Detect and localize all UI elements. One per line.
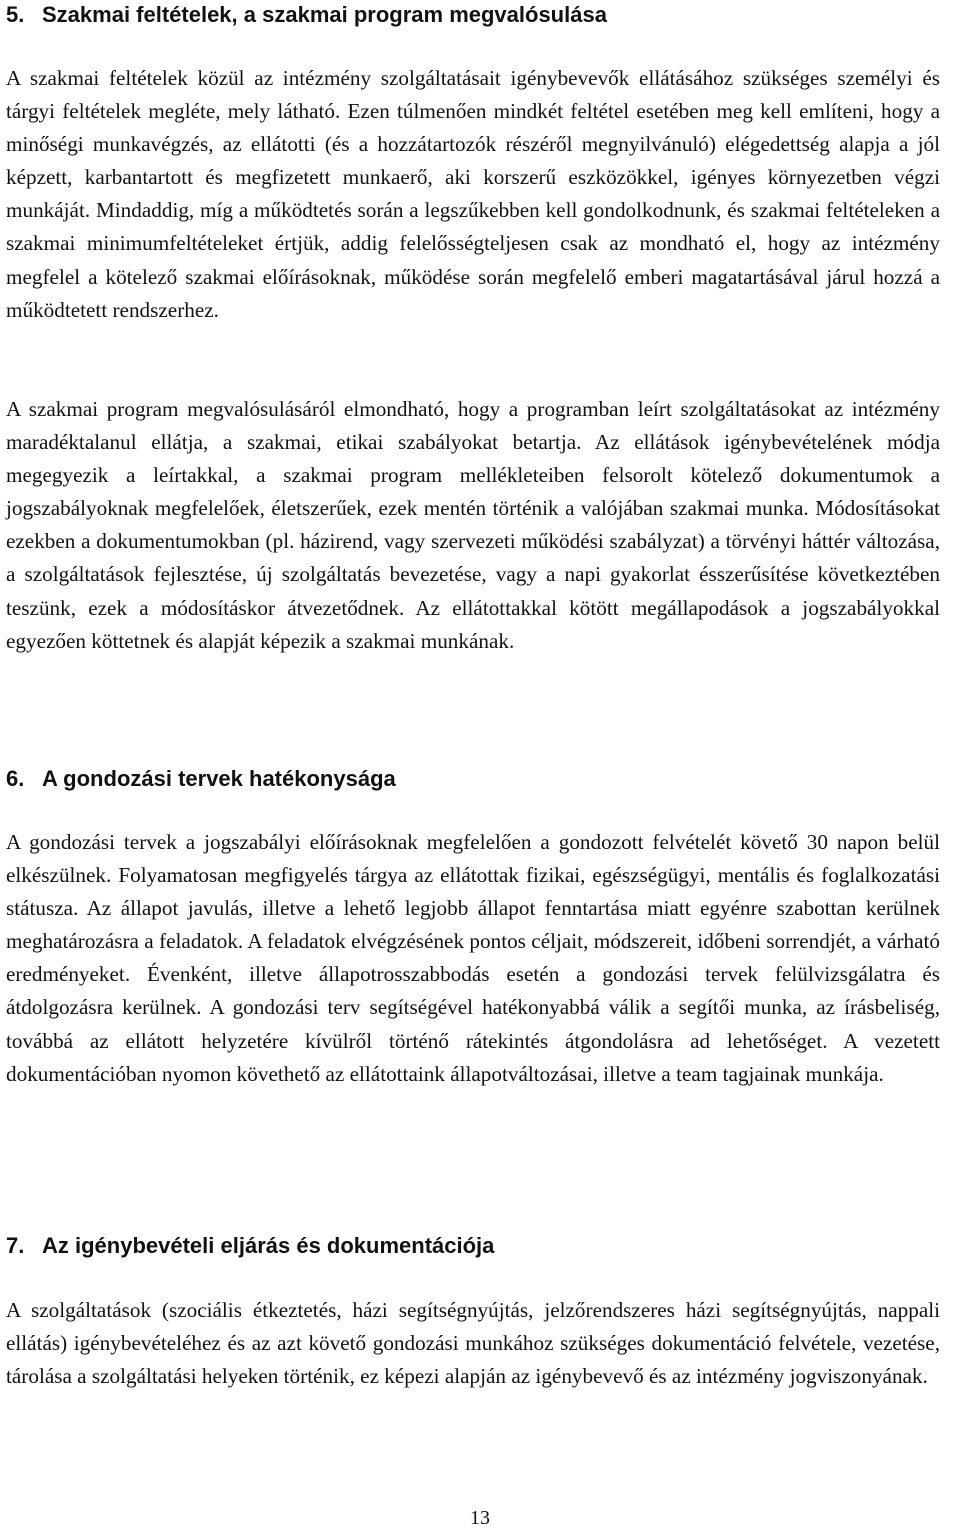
section-6-heading: [6, 764, 946, 794]
section-7-number: 7.: [6, 1233, 25, 1258]
section-5-title: Szakmai feltételek, a szakmai program megvalósulása: [42, 2, 607, 27]
page-number: 13: [470, 1507, 490, 1529]
section-5-paragraph-2: A szakmai program megvalósulásáról elmondható, hogy a programban leírt szolgáltatásokat az intézmény maradéktalanul ellátja, a szakmai, etikai szabályokat betartja. Az ellátások igénybevételének módja megegyezik a leírtakkal, a szakmai program mellékleteiben felsorolt kötelező dokumentumok a jogszabályoknak megfelelőek, életszerűek, ezek mentén történik a valójában szakmai munka. Módosításokat ezekben a dokumentumokban (pl. házirend, vagy szervezeti működési szabályzat) a törvényi háttér változása, a szolgáltatások fejlesztése, új szolgáltatás bevezetése, vagy a napi gyakorlat ésszerűsítése következtében teszünk, ezek a módosításkor átvezetődnek. Az ellátottakkal kötött megállapodások a jogszabályokkal egyezően köttetnek és alapját képezik a szakmai munkának.: [6, 397, 940, 653]
section-5-number: 5.: [6, 2, 25, 27]
section-7-title: Az igénybevételi eljárás és dokumentációja: [42, 1233, 495, 1258]
section-6-title: A gondozási tervek hatékonysága: [42, 766, 396, 791]
section-5-paragraph-1: A szakmai feltételek közül az intézmény szolgáltatásait igénybevevők ellátásához szükséges személyi és tárgyi feltételek megléte, mely látható. Ezen túlmenően mindkét feltétel esetében meg kell említeni, hogy a minőségi munkavégzés, az ellátotti (és a hozzátartozók részéről megnyilvánuló) elégedettség alapja a jól képzett, karbantartott és megfizetett munkaerő, aki korszerű eszközökkel, igényes környezetben végzi munkáját. Mindaddig, míg a működtetés során a legszűkebben kell gondolkodnunk, és szakmai feltételeken a szakmai minimumfeltételeket értjük, addig felelősségteljesen csak az mondható el, hogy az intézmény megfelel a kötelező szakmai előírásoknak, működése során megfelelő emberi magatartásával járul hozzá a működtetett rendszerhez.: [6, 66, 940, 322]
section-7-paragraph: A szolgáltatások (szociális étkeztetés, házi segítségnyújtás, jelzőrendszeres házi segítségnyújtás, nappali ellátás) igénybevételéhez és az azt követő gondozási munkához szükséges dokumentáció felvétele, vezetése, tárolása a szolgáltatási helyeken történik, ez képezi alapján az igénybevevő és az intézmény jogviszonyának.: [6, 1298, 940, 1389]
section-7-heading: [6, 1231, 946, 1261]
section-6-paragraph: A gondozási tervek a jogszabályi előírásoknak megfelelően a gondozott felvételét követő 30 napon belül elkészülnek. Folyamatosan megfigyelés tárgya az ellátottak fizikai, egészségügyi, mentális és foglalkozatási státusza. Az állapot javulás, illetve a lehető legjobb állapot fenntartása miatt egyénre szabottan kerülnek meghatározásra a feladatok. A feladatok elvégzésének pontos céljait, módszereit, időbeni sorrendjét, a várható eredményeket. Évenként, illetve állapotrosszabbodás esetén a gondozási tervek felülvizsgálatra és átdolgozásra kerülnek. A gondozási terv segítségével hatékonyabbá válik a segítői munka, az írásbeliség, továbbá az ellátott helyzetére kívülről történő rátekintés átgondolásra ad lehetőséget. A vezetett dokumentációban nyomon követhető az ellátottaink állapotváltozásai, illetve a team tagjainak munkája.: [6, 830, 940, 1086]
section-5-heading: [6, 0, 946, 30]
section-6-number: 6.: [6, 766, 25, 791]
